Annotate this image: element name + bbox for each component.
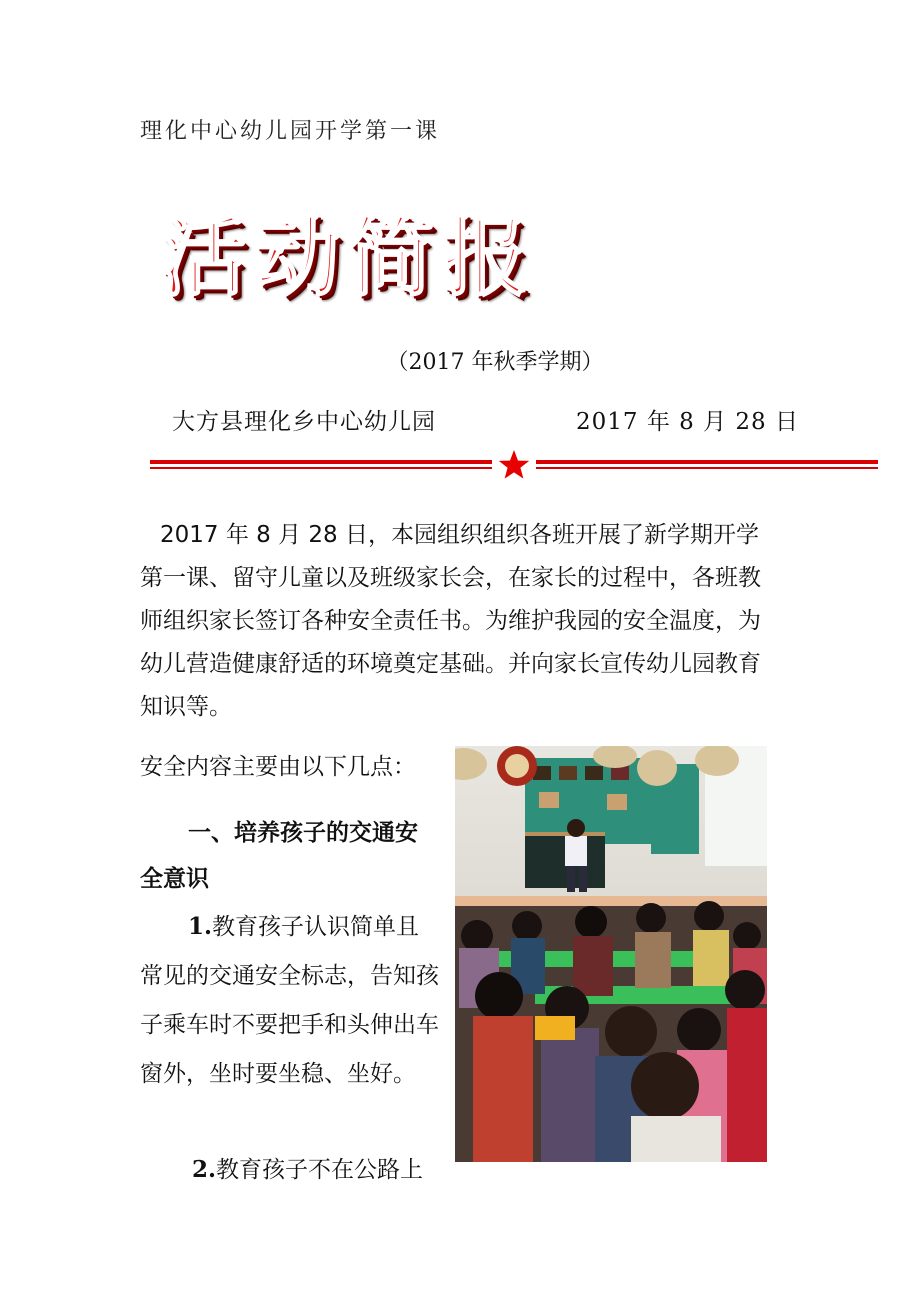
- issue-date: 2017 年 8 月 28 日: [576, 409, 799, 435]
- divider-line-right: [536, 460, 878, 469]
- point-2-paragraph: [140, 1148, 440, 1192]
- divider-line-left: [150, 460, 492, 469]
- point-1-paragraph: [140, 902, 440, 1099]
- classroom-photo: [455, 746, 767, 1162]
- star-icon: [499, 450, 529, 479]
- point-text: 教育孩子认识简单且常见的交通安全标志，告知孩子乘车时不要把手和头伸出车窗外，坐时要坐稳、坐好。: [140, 914, 439, 1087]
- intro-paragraph: 2017 年 8 月 28 日，本园组织组织各班开展了新学期开学第一课、留守儿童以及班级家长会，在家长的过程中，各班教师组织家长签订各种安全责任书。为维护我园的安全温度，为幼儿营造健康舒适的环境奠定基础。并向家长宣传幼儿园教育知识等。: [140, 522, 761, 720]
- section-heading: 一、培养孩子的交通安全意识: [140, 820, 418, 892]
- point-text: 教育孩子不在公路上: [216, 1157, 424, 1183]
- organization-name: 大方县理化乡中心幼儿园: [172, 409, 436, 435]
- header-divider: [150, 446, 878, 482]
- point-number: 1.: [188, 913, 213, 940]
- safety-intro: 安全内容主要由以下几点：: [140, 754, 416, 780]
- term-label: （2017 年秋季学期）: [386, 350, 604, 375]
- masthead-title: 活动简报: [160, 208, 536, 308]
- masthead-banner: [160, 188, 770, 308]
- point-number: 2.: [192, 1156, 217, 1183]
- document-subtitle: 理化中心幼儿园开学第一课: [140, 119, 441, 144]
